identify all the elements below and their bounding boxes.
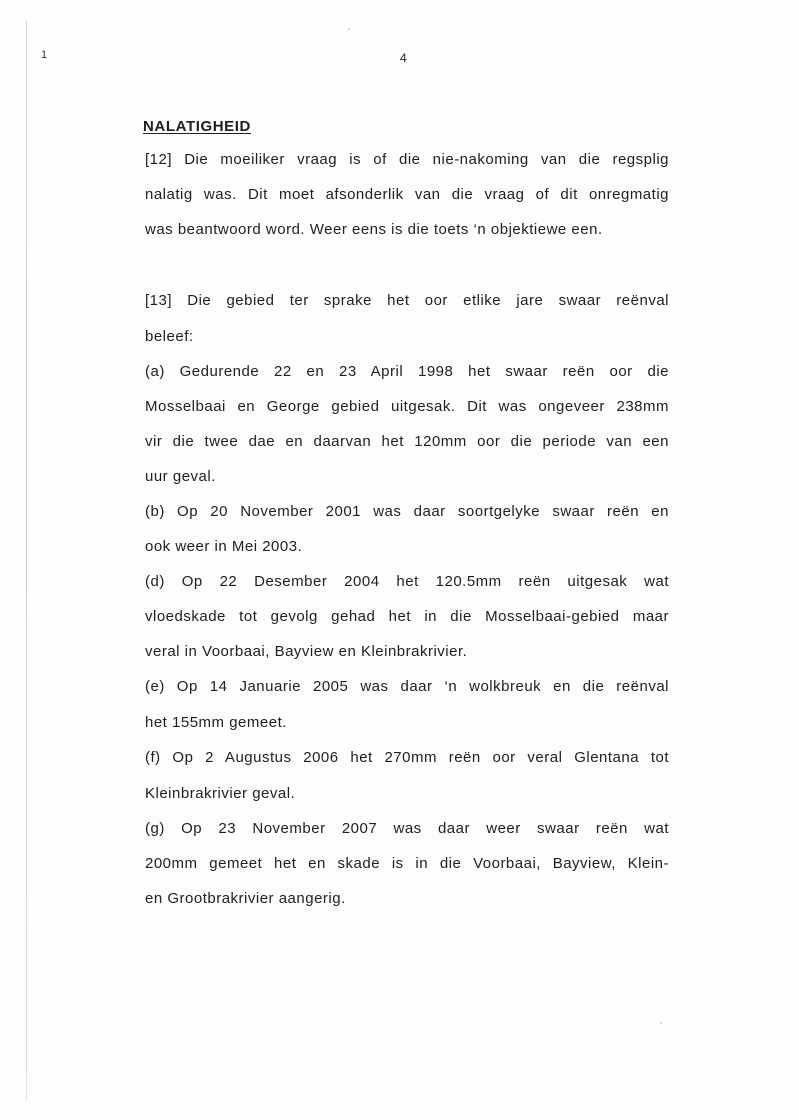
item-g-line-2: 200mm gemeet het en skade is in die Voorbaai, Bayview, Klein- (145, 855, 669, 872)
scan-margin-line (26, 20, 27, 1100)
corner-mark: 1 (41, 49, 48, 61)
item-d-line-1: (d) Op 22 Desember 2004 het 120.5mm reën uitgesak wat (145, 573, 669, 590)
item-d-line-2: vloedskade tot gevolg gehad het in die Mosselbaai-gebied maar (145, 608, 669, 625)
item-f-line-2: Kleinbrakrivier geval. (145, 785, 296, 802)
item-g-line-3: en Grootbrakrivier aangerig. (145, 890, 346, 907)
item-a-line-4: uur geval. (145, 468, 216, 485)
scan-speck (660, 1022, 662, 1024)
paragraph-12-line-2: nalatig was. Dit moet afsonderlik van die vraag of dit onregmatig (145, 186, 669, 203)
paragraph-12-line-1: [12] Die moeiliker vraag is of die nie-nakoming van die regsplig (145, 151, 669, 168)
item-a-line-2: Mosselbaai en George gebied uitgesak. Dit was ongeveer 238mm (145, 398, 669, 415)
scan-speck (348, 28, 350, 30)
section-heading: NALATIGHEID (143, 118, 251, 135)
paragraph-13-line-2: beleef: (145, 328, 194, 345)
item-g-line-1: (g) Op 23 November 2007 was daar weer swaar reën wat (145, 820, 669, 837)
item-a-line-1: (a) Gedurende 22 en 23 April 1998 het swaar reën oor die (145, 363, 669, 380)
page-number: 4 (400, 51, 407, 65)
item-b-line-2: ook weer in Mei 2003. (145, 538, 303, 555)
paragraph-12-line-3: was beantwoord word. Weer eens is die toets ‘n objektiewe een. (145, 221, 603, 238)
item-e-line-1: (e) Op 14 Januarie 2005 was daar ‘n wolkbreuk en die reënval (145, 678, 669, 695)
item-d-line-3: veral in Voorbaai, Bayview en Kleinbrakrivier. (145, 643, 468, 660)
paragraph-13-line-1: [13] Die gebied ter sprake het oor etlike jare swaar reënval (145, 292, 669, 309)
item-a-line-3: vir die twee dae en daarvan het 120mm oor die periode van een (145, 433, 669, 450)
item-e-line-2: het 155mm gemeet. (145, 714, 287, 731)
item-b-line-1: (b) Op 20 November 2001 was daar soortgelyke swaar reën en (145, 503, 669, 520)
item-f-line-1: (f) Op 2 Augustus 2006 het 270mm reën oor veral Glentana tot (145, 749, 669, 766)
